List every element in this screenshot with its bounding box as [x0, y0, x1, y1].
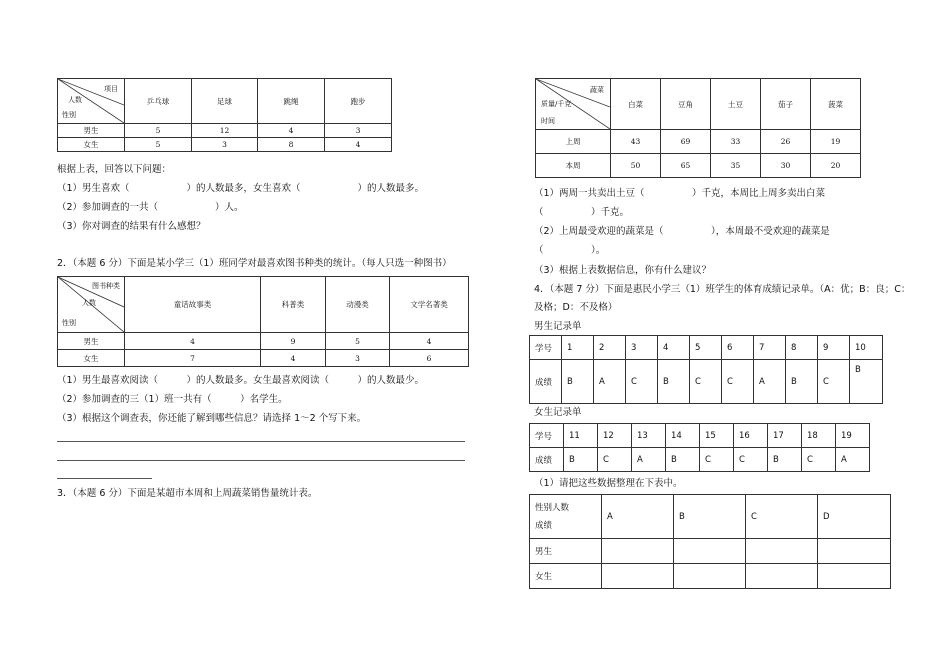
row-label: 学号 [530, 336, 562, 360]
q1-answer-1: （1）男生喜欢（ ）的人数最多，女生喜欢（ ）的人数最多。 [57, 183, 425, 194]
answer-cell[interactable] [818, 539, 891, 564]
q3-answer-1-cont: （ ）千克。 [534, 207, 630, 218]
table-row [530, 539, 891, 564]
table-cell: 4 [258, 124, 325, 138]
table-cell: 8 [786, 336, 818, 360]
row-label: 男生 [58, 333, 125, 350]
table-cell: 20 [811, 154, 861, 178]
boys-record-table [529, 335, 883, 404]
table-corner-cell [530, 495, 602, 539]
column-header: 土豆 [711, 79, 761, 130]
table-row [58, 124, 392, 138]
row-label: 女生 [58, 138, 125, 152]
q4-sub-1: （1）请把这些数据整理在下表中。 [534, 478, 683, 489]
table-cell: 3 [326, 350, 390, 367]
table-cell: 5 [326, 333, 390, 350]
answer-line [57, 478, 152, 479]
answer-cell[interactable] [602, 564, 674, 589]
table-cell: 35 [711, 154, 761, 178]
answer-cell[interactable] [602, 539, 674, 564]
sports-table [57, 78, 392, 152]
column-header: 茄子 [761, 79, 811, 130]
table-cell: 43 [611, 130, 661, 154]
vegetables-table [535, 78, 861, 178]
q2-answer-3: （3）根据这个调查表，你还能了解到哪些信息？请选择 1～2 个写下来。 [57, 413, 367, 424]
table-cell: 33 [711, 130, 761, 154]
table-cell: 6 [722, 336, 754, 360]
table-cell: A [754, 360, 786, 404]
row-label: 女生 [530, 564, 602, 589]
answer-cell[interactable] [818, 564, 891, 589]
answer-line [57, 460, 465, 461]
table-corner-cell [58, 277, 125, 333]
answer-cell[interactable] [674, 539, 746, 564]
table-cell: 4 [325, 138, 392, 152]
row-label: 上周 [536, 130, 611, 154]
table-corner-cell [58, 79, 125, 124]
table-row [530, 336, 883, 360]
q3-answer-1: （1）两周一共卖出土豆（ ）千克，本周比上周多卖出白菜 [534, 188, 826, 199]
column-header: 跑步 [325, 79, 392, 124]
corner-label-top: 性别人数 [535, 502, 570, 513]
table-cell: A [632, 448, 666, 472]
corner-label-top: 图书种类 [92, 282, 120, 290]
row-label: 男生 [530, 539, 602, 564]
table-cell: 8 [258, 138, 325, 152]
girls-record-label: 女生记录单 [534, 407, 582, 418]
table-row [530, 564, 891, 589]
column-header: 童话故事类 [125, 277, 261, 333]
q4-title: 4．（本题 7 分）下面是惠民小学三（1）班学生的体育成绩记录单。（A：优；B：良；C： [534, 284, 911, 295]
q2-title: 2．（本题 6 分）下面是某小学三（1）班同学对最喜欢图书种类的统计。（每人只选一种图书） [57, 258, 452, 269]
table-cell: B [786, 360, 818, 404]
column-header: A [602, 495, 674, 539]
table-row [530, 495, 891, 539]
table-cell: 18 [802, 424, 836, 448]
table-cell: 9 [818, 336, 850, 360]
table-cell: C [626, 360, 658, 404]
q2-answer-2: （2）参加调查的三（1）班一共有（ ）名学生。 [57, 394, 288, 405]
column-header: 菠菜 [811, 79, 861, 130]
table-cell: 2 [594, 336, 626, 360]
corner-label-bottom: 性别 [62, 111, 76, 119]
q1-intro: 根据上表，回答以下问题： [57, 164, 172, 175]
column-header: 跳绳 [258, 79, 325, 124]
table-cell: 50 [611, 154, 661, 178]
row-label: 学号 [530, 424, 564, 448]
table-cell: C [734, 448, 768, 472]
table-cell: 7 [125, 350, 261, 367]
table-cell: B [850, 360, 883, 404]
column-header: 白菜 [611, 79, 661, 130]
summary-table [529, 494, 891, 589]
table-cell: 4 [658, 336, 690, 360]
table-cell: 4 [125, 333, 261, 350]
boys-record-label: 男生记录单 [534, 321, 582, 332]
table-cell: 3 [325, 124, 392, 138]
corner-label-top: 项目 [104, 85, 118, 93]
table-cell: B [666, 448, 700, 472]
table-cell: 14 [666, 424, 700, 448]
answer-cell[interactable] [746, 539, 818, 564]
table-cell: 26 [761, 130, 811, 154]
table-corner-cell [536, 79, 611, 130]
row-label: 本周 [536, 154, 611, 178]
table-row [530, 448, 870, 472]
answer-line [57, 441, 465, 442]
table-cell: A [594, 360, 626, 404]
table-row [530, 360, 883, 404]
table-cell: 3 [192, 138, 258, 152]
table-cell: C [598, 448, 632, 472]
column-header: 动漫类 [326, 277, 390, 333]
q1-answer-2: （2）参加调查的一共（ ）人。 [57, 202, 244, 213]
table-cell: 12 [192, 124, 258, 138]
column-header: 足球 [192, 79, 258, 124]
table-row [58, 333, 469, 350]
table-cell: C [802, 448, 836, 472]
row-label: 男生 [58, 124, 125, 138]
table-cell: 4 [390, 333, 469, 350]
corner-label-mid: 人数 [82, 299, 96, 307]
table-cell: 19 [811, 130, 861, 154]
table-cell: 16 [734, 424, 768, 448]
q3-answer-2-cont: （ ）。 [534, 245, 606, 256]
q3-answer-2: （2）上周最受欢迎的蔬菜是（ ），本周最不受欢迎的蔬菜是 [534, 226, 830, 237]
corner-label-mid: 质量/千克 [541, 100, 572, 108]
q3-answer-3: （3）根据上表数据信息，你有什么建议？ [534, 265, 712, 276]
table-cell: A [836, 448, 870, 472]
table-cell: 19 [836, 424, 870, 448]
column-header: 乒乓球 [125, 79, 192, 124]
answer-cell[interactable] [674, 564, 746, 589]
table-cell: 15 [700, 424, 734, 448]
table-cell: C [818, 360, 850, 404]
table-cell: C [690, 360, 722, 404]
table-cell: 5 [125, 124, 192, 138]
table-cell: 17 [768, 424, 802, 448]
table-row [58, 350, 469, 367]
column-header: 豆角 [661, 79, 711, 130]
table-cell: B [564, 448, 598, 472]
row-label: 成绩 [530, 448, 564, 472]
girls-record-table [529, 423, 870, 472]
row-label: 女生 [58, 350, 125, 367]
corner-label-top: 蔬菜 [590, 86, 604, 94]
answer-cell[interactable] [746, 564, 818, 589]
table-cell: 11 [564, 424, 598, 448]
table-cell: 30 [761, 154, 811, 178]
table-cell: 3 [626, 336, 658, 360]
column-header: D [818, 495, 891, 539]
table-cell: 6 [390, 350, 469, 367]
table-cell: 5 [125, 138, 192, 152]
table-row [536, 130, 861, 154]
table-row [536, 154, 861, 178]
corner-label-bottom: 时间 [541, 117, 555, 125]
table-cell: 10 [850, 336, 883, 360]
table-cell: 4 [261, 350, 326, 367]
table-cell: 9 [261, 333, 326, 350]
table-cell: B [658, 360, 690, 404]
corner-label-bottom: 成绩 [535, 520, 553, 531]
table-cell: 13 [632, 424, 666, 448]
books-table [57, 276, 469, 367]
corner-label-mid: 人数 [68, 96, 82, 104]
corner-label-bottom: 性别 [62, 319, 76, 327]
table-cell: 69 [661, 130, 711, 154]
table-cell: 1 [562, 336, 594, 360]
table-cell: C [700, 448, 734, 472]
table-row [530, 424, 870, 448]
table-cell: B [562, 360, 594, 404]
table-cell: 7 [754, 336, 786, 360]
table-cell: 5 [690, 336, 722, 360]
column-header: B [674, 495, 746, 539]
q4-title-cont: 及格；D：不及格） [534, 302, 618, 313]
table-cell: 12 [598, 424, 632, 448]
q2-answer-1: （1）男生最喜欢阅读（ ）的人数最多。女生最喜欢阅读（ ）的人数最少。 [57, 375, 425, 386]
column-header: 科普类 [261, 277, 326, 333]
table-cell: C [722, 360, 754, 404]
table-cell: B [768, 448, 802, 472]
row-label: 成绩 [530, 360, 562, 404]
q1-answer-3: （3）你对调查的结果有什么感想？ [57, 221, 206, 232]
q3-title: 3．（本题 6 分）下面是某超市本周和上周蔬菜销售量统计表。 [57, 488, 318, 499]
table-cell: 65 [661, 154, 711, 178]
column-header: 文学名著类 [390, 277, 469, 333]
column-header: C [746, 495, 818, 539]
table-row [58, 138, 392, 152]
